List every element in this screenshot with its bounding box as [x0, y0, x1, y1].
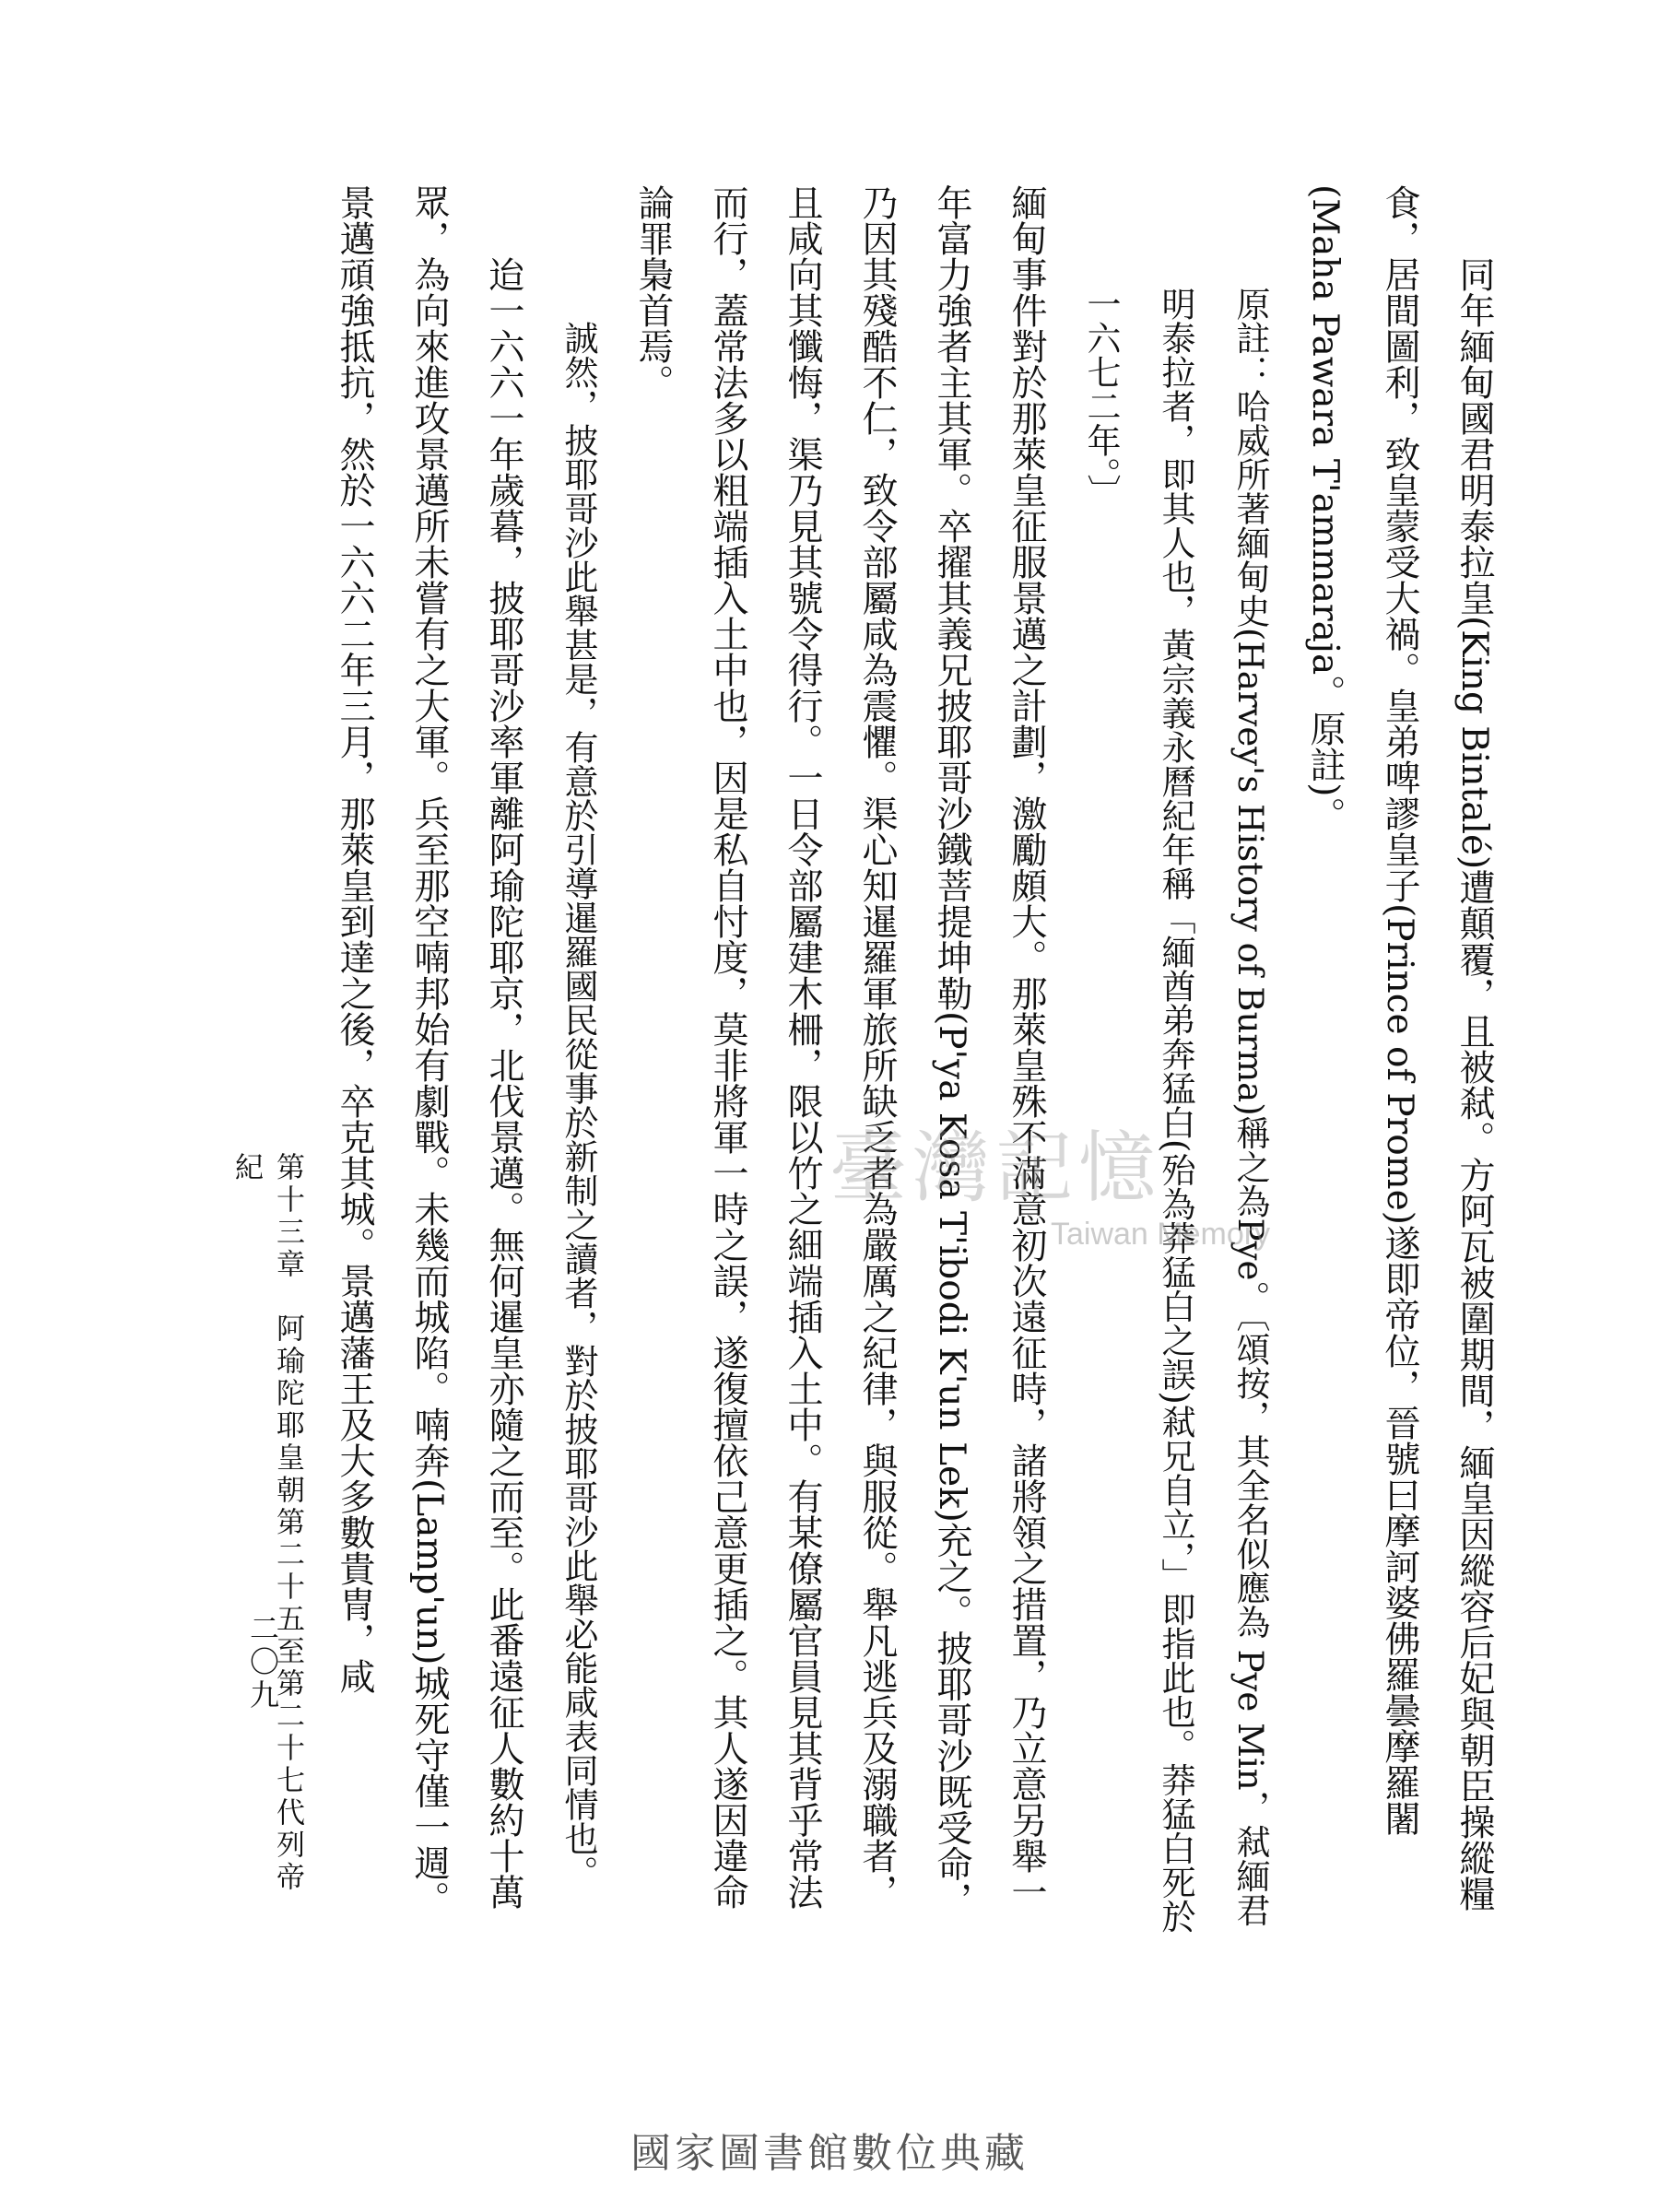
- paragraph-3: 誠然，披耶哥沙此舉甚是，有意於引導暹羅國民從事於新制之讀者，對於披耶哥沙此舉必能咸表同情也。: [559, 321, 598, 1889]
- page-number: 二〇九: [245, 1613, 280, 1712]
- main-text-block: [334, 184, 1512, 1936]
- running-title: 第十三章 阿瑜陀耶皇朝第二十五至第二十七代列帝紀: [229, 1152, 304, 1894]
- original-note: 原註：哈威所著緬甸史(Harvey's History of Burma)稱之為Pye。〔頌按，其全名似應為 Pye Min，弒緬君明泰拉者，即其人也，黃宗義永曆紀年稱「緬酋弟奔猛白(殆為莽猛白之誤)弒兄自立，」即指此也。莽猛白死於一六七二年。〕: [1081, 287, 1270, 1934]
- watermark-logo-english: Taiwan Memory: [1051, 1217, 1271, 1252]
- watermark-logo: 臺灣記憶: [830, 1123, 1162, 1213]
- paragraph-2: 緬甸事件對於那萊皇征服景邁之計劃，激勵頗大。那萊皇殊不滿意初次遠征時，諸將領之措置，乃立意另舉一年富力強者主其軍。卒擢其義兄披耶哥沙鐵菩提坤勒(P'ya Kosa T'ibodi K'un Lek)充之。披耶哥沙既受命，乃因其殘酷不仁，致令部屬咸為震懼。渠心知暹羅軍旅所缺乏者為嚴厲之紀律，與服從。舉凡逃兵及溺職者，且咸向其懺悔，渠乃見其號令得行。一日令部屬建木柵，限以竹之細端插入土中。有某僚屬官員見其背乎常法而行，蓋常法多以粗端插入土中也，因是私自忖度，莫非將軍一時之誤，遂復擅依己意更插之。其人遂因違命論罪梟首焉。: [632, 184, 1047, 1918]
- paragraph-1: 同年緬甸國君明泰拉皇(King Bintalé)遭顛覆，且被弒。方阿瓦被圍期間，緬皇因縱容后妃與朝臣操縱糧食，居間圖利，致皇蒙受大禍。皇弟啤謬皇子(Prince of Prome)遂即帝位，晉號曰摩訶婆佛羅曇摩羅闍(Maha Pawara T'ammaraja。原註)。: [1304, 184, 1495, 1912]
- library-archive-stamp: 國家圖書館數位典藏: [630, 2130, 1029, 2177]
- paragraph-4: 迨一六六一年歲暮，披耶哥沙率軍離阿瑜陀耶京，北伐景邁。無何暹皇亦隨之而至。此番遠征人數約十萬眾，為向來進攻景邁所未嘗有之大軍。兵至那空喃邦始有劇戰。未幾而城陷。喃奔(Lamp'un)城死守僅一週。景邁頑強抵抗，然於一六六二年三月，那萊皇到達之後，卒克其城。景邁藩王及大多數貴冑，咸: [334, 184, 524, 1917]
